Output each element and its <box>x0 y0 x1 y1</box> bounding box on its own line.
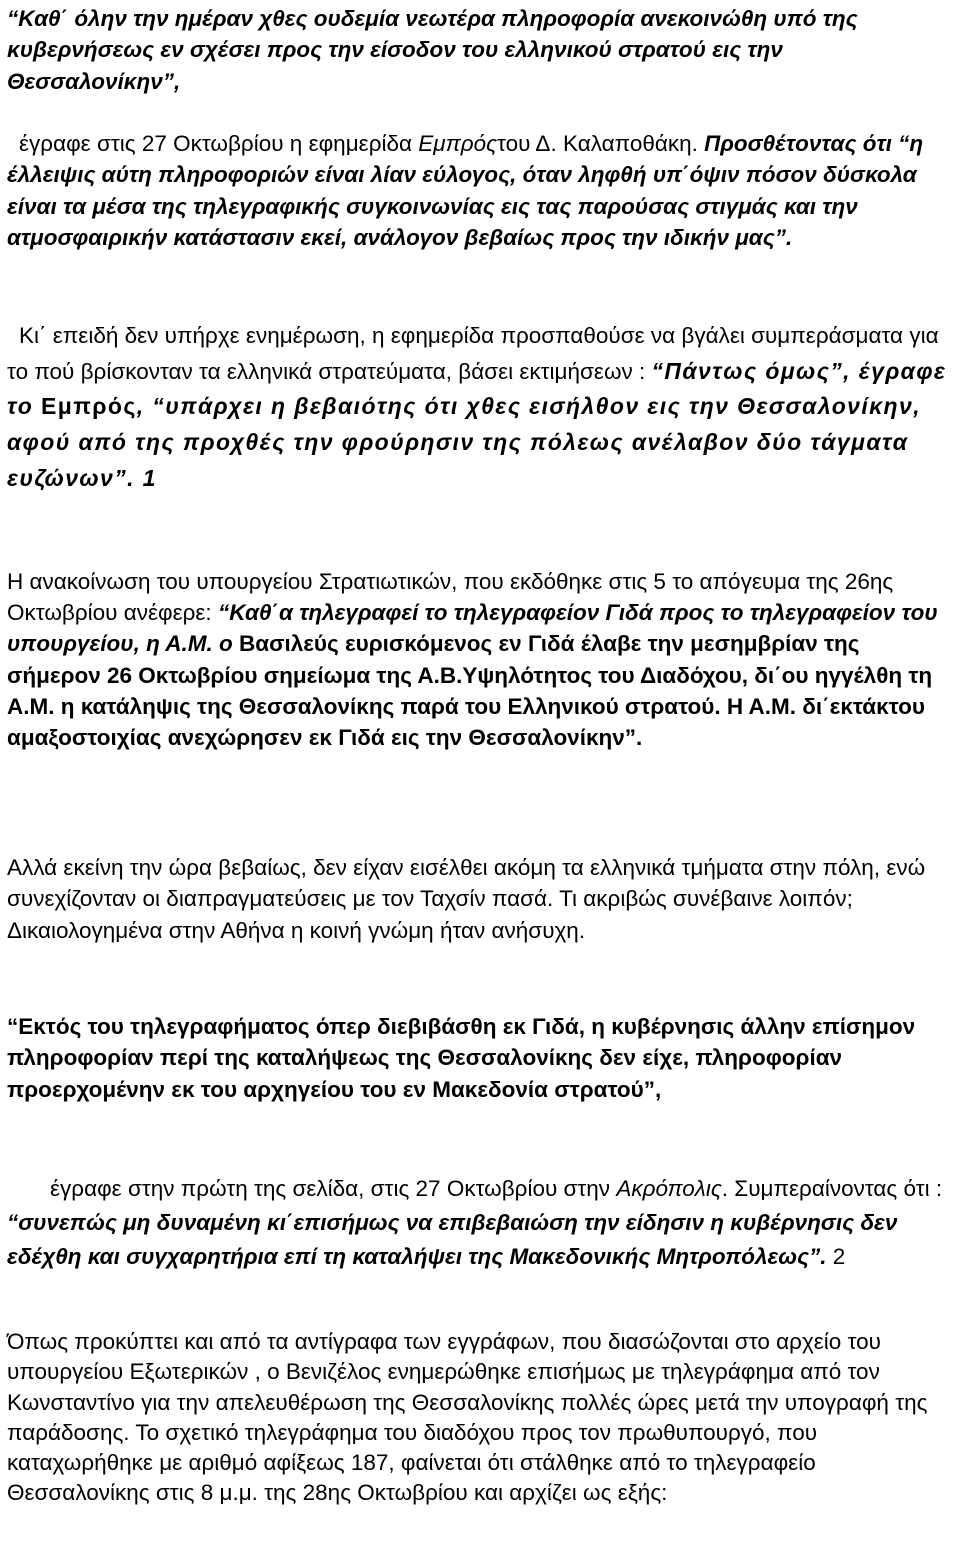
paragraph-text: Κι΄ επειδή δεν υπήρχε ενημέρωση, η εφημερίδα προσπαθούσε να βγάλει συμπεράσματα για το πού βρίσκονταν τα ελληνικά στρατεύματα, βάσει εκτιμήσεων : <box>7 323 939 384</box>
source-suffix: . <box>721 1176 729 1201</box>
paragraph-public-opinion: Αλλά εκείνη την ώρα βεβαίως, δεν είχαν εισέλθει ακόμη τα ελληνικά τμήματα στην πόλη, ενώ συνεχίζονταν οι διαπραγματεύσεις με τον Ταχσίν πασά. Τι ακριβώς συνέβαινε λοιπόν; Δικαιολογημένα στην Αθήνα η κοινή γνώμη ήταν ανήσυχη. <box>7 855 926 943</box>
conclusion-lead: Συμπεραίνοντας ότι : <box>734 1176 943 1201</box>
conclusion-quote: “συνεπώς μη δυναμένη κι΄επισήμως να επιβεβαιώση την είδησιν η κυβέρνησις δεν εδέχθη και συγχαρητήρια επί τη καταλήψει της Μακεδονικής Μητροπόλεως”. <box>7 1210 898 1269</box>
quote-bold: Βασιλεύς ευρισκόμενος εν Γιδά έλαβε την μεσημβρίαν της σήμερον 26 Οκτωβρίου σημείωμα της Α.Β.Υψηλότητος του Διαδόχου, δι΄ου ηγγέλθη τη Α.Μ. η κατάληψις της Θεσσαλονίκης παρά του Ελληνικού στρατού. Η Α.Μ. δι΄εκτάκτου αμαξοστοιχίας ανεχώρησεν εκ Γιδά εις την Θεσσαλονίκην”. <box>7 631 933 751</box>
newspaper-name: Εμπρός <box>41 393 137 420</box>
newspaper-name: Ακρόπολις <box>616 1176 722 1201</box>
newspaper-name: Εμπρός <box>418 131 498 156</box>
continued-quote: Προσθέτοντας ότι “η έλλειψις αύτη πληροφοριών είναι λίαν εύλογος, όταν ληφθή υπ΄όψιν πόσον δύσκολα είναι τα μέσα της τηλεγραφικής συγκοινωνίας εις τας παρούσας στιγμάς και την ατμοσφαιρικήν κατάστασιν εκεί, ανάλογον βεβαίως προς την ιδικήν μας”. <box>7 131 924 251</box>
intro-quote: “Καθ΄ όλην την ημέραν χθες ουδεμία νεωτέρα πληροφορία ανεκοινώθη υπό της κυβερνήσεως εν σχέσει προς την είσοδον του ελληνικού στρατού εις την Θεσσαλονίκην”, <box>7 6 858 94</box>
paragraph-estimates <box>7 319 955 497</box>
quote-part-a: “Πάντως όμως”, έγραφε το <box>7 357 947 420</box>
quote-telegram: “Εκτός του τηλεγραφήματος όπερ διεβιβάσθη εκ Γιδά, η κυβέρνησις άλλην επίσημον πληροφορίαν περί της καταλήψεως της Θεσσαλονίκης δεν είχε, πληροφορίαν προερχομένην εκ του αρχηγείου του εν Μακεδονία στρατού”, <box>7 1014 916 1102</box>
source-paragraph-1 <box>7 128 955 254</box>
source-prefix: έγραφε στις 27 Οκτωβρίου η εφημερίδα <box>19 131 419 156</box>
quote-part-b: , “υπάρχει η βεβαιότης ότι χθες εισήλθον εις την Θεσσαλονίκην, αφού από της προχθές την φρούρησιν της πόλεως ανέλαβον δύο τάγματα ευζώνων”. 1 <box>7 393 921 491</box>
quote-italic: “Καθ΄α τηλεγραφεί το τηλεγραφείον Γιδά προς το τηλεγραφείον του υπουργείου, η Α.Μ. ο <box>7 600 938 657</box>
paragraph-archive: Όπως προκύπτει και από τα αντίγραφα των εγγράφων, που διασώζονται στο αρχείο του υπουργείου Εξωτερικών , ο Βενιζέλος ενημερώθηκε επισήμως με τηλεγράφημα από τον Κωνσταντίνο για την απελευθέρωση της Θεσσαλονίκης πολλές ώρες μετά την υπογραφή της παράδοσης. Το σχετικό τηλεγράφημα του διαδόχου προς τον πρωθυπουργό, που καταχωρήθηκε με αριθμό αφίξεως 187, φαίνεται ότι στάλθηκε από το τηλεγραφείο Θεσσαλονίκης στις 8 μ.μ. της 28ης Οκτωβρίου και αρχίζει ως εξής: <box>7 1329 928 1506</box>
footnote-marker: 2 <box>826 1244 846 1269</box>
paragraph-text: Η ανακοίνωση του υπουργείου Στρατιωτικών, που εκδόθηκε στις 5 το απόγευμα της 26ης Οκτωβρίου ανέφερε: <box>7 569 894 626</box>
paragraph-ministry-announcement <box>7 566 955 753</box>
source-prefix: έγραφε στην πρώτη της σελίδα, στις 27 Οκτωβρίου στην <box>50 1176 617 1201</box>
source-suffix: του Δ. Καλαποθάκη. <box>497 131 698 156</box>
source-paragraph-2 <box>7 1172 955 1274</box>
